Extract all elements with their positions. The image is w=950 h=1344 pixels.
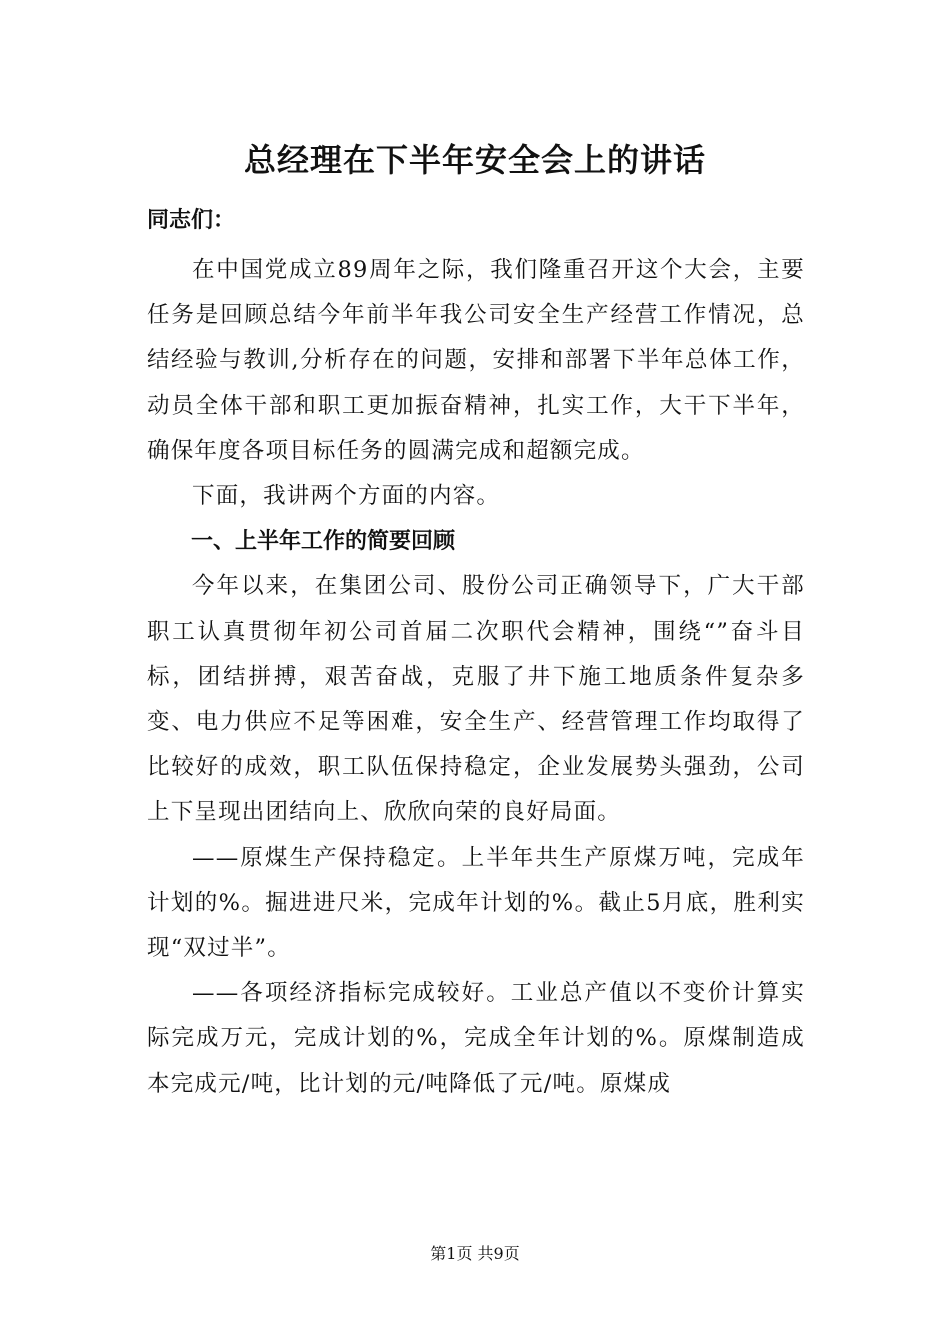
document-title: 总经理在下半年安全会上的讲话 xyxy=(243,141,706,179)
paragraph-economic-indicators: ——各项经济指标完成较好。工业总产值以不变价计算实际完成万元，完成计划的%，完成全年计划的%。原煤制造成本完成元/吨，比计划的元/吨降低了元/吨。原煤成 xyxy=(147,980,805,1097)
salutation: 同志们： xyxy=(147,208,236,233)
page-footer: 第1页 共9页 xyxy=(430,1244,520,1263)
paragraph-outline: 下面，我讲两个方面的内容。 xyxy=(192,483,501,510)
paragraph-review: 今年以来，在集团公司、股份公司正确领导下，广大干部职工认真贯彻年初公司首届二次职代会精神，围绕“”奋斗目标，团结拼搏，艰苦奋战，克服了井下施工地质条件复杂多变、电力供应不足等困难，安全生产、经营管理工作均取得了比较好的成效，职工队伍保持稳定，企业发展势头强劲，公司上下呈现出团结向上、欣欣向荣的良好局面。 xyxy=(147,573,805,826)
section-heading: 一、上半年工作的简要回顾 xyxy=(191,529,456,555)
document-body xyxy=(147,248,805,1107)
paragraph-opening: 在中国党成立89周年之际，我们隆重召开这个大会，主要任务是回顾总结今年前半年我公司安全生产经营工作情况，总结经验与教训,分析存在的问题，安排和部署下半年总体工作，动员全体干部和职工更加振奋精神，扎实工作，大干下半年，确保年度各项目标任务的圆满完成和超额完成。 xyxy=(147,257,805,464)
paragraph-coal-production: ——原煤生产保持稳定。上半年共生产原煤万吨，完成年计划的%。掘进进尺米，完成年计划的%。截止5月底，胜利实现“双过半”。 xyxy=(147,844,805,962)
